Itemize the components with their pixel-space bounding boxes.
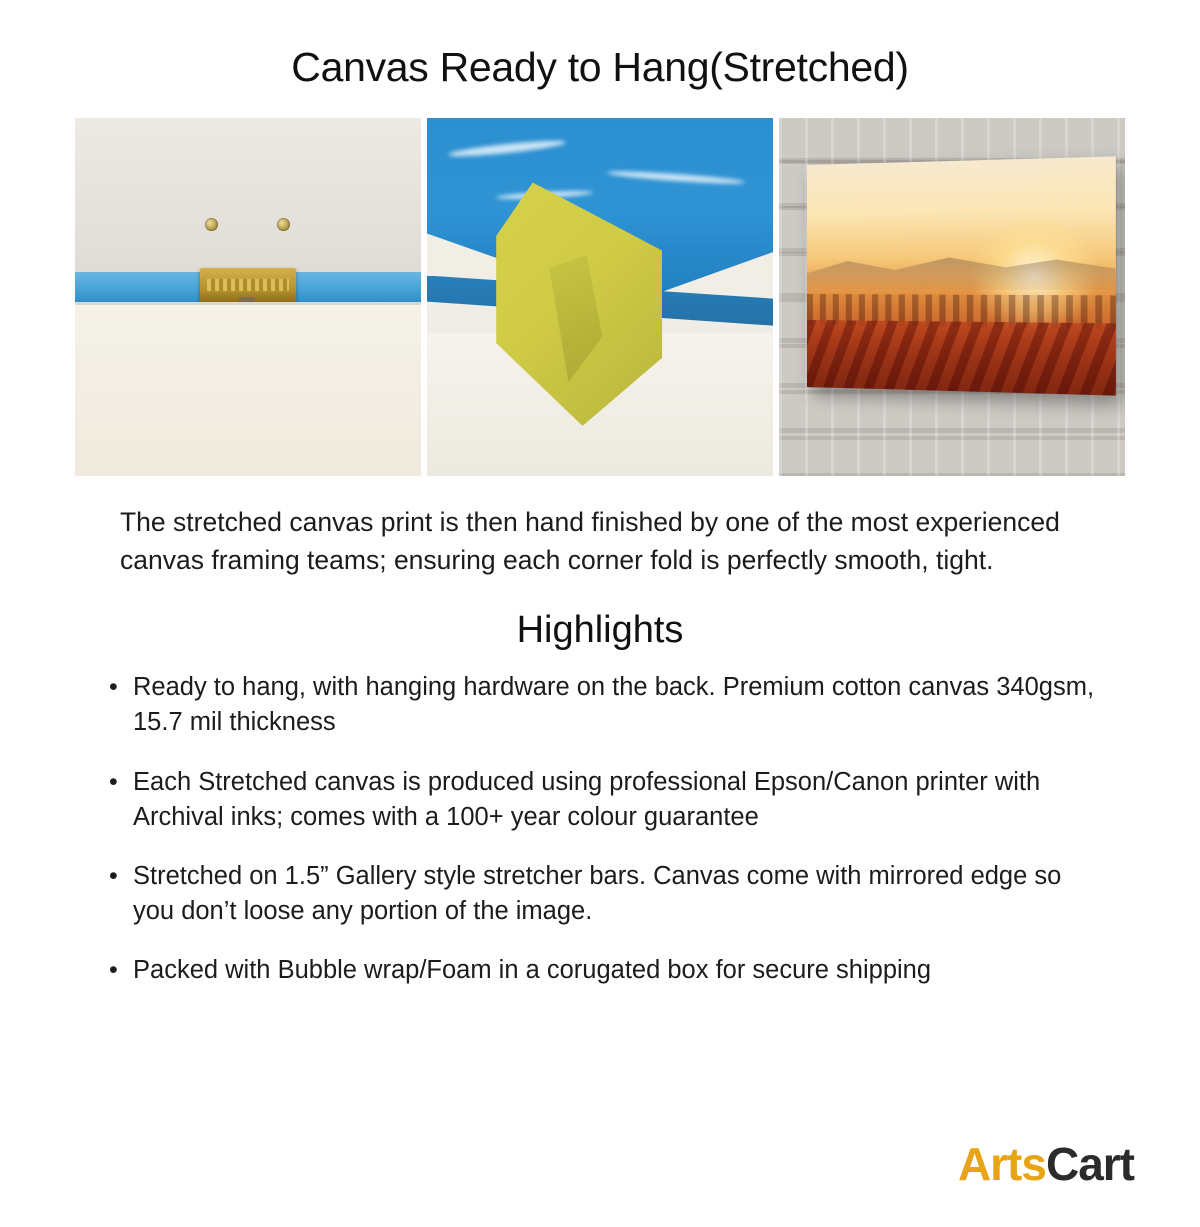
canvas-hung-on-wall-image: [779, 118, 1125, 476]
photo1-canvas-face: [75, 302, 421, 476]
bullet-icon: •: [109, 673, 118, 702]
canvas-corner-fold-image: [427, 118, 773, 476]
screw-left-icon: [205, 218, 218, 231]
list-item: [105, 953, 1105, 988]
bullet-icon: •: [109, 862, 118, 891]
page-title: Canvas Ready to Hang(Stretched): [291, 44, 909, 91]
photo2-cloud-2: [607, 169, 746, 186]
list-item: [105, 670, 1105, 740]
canvas-back-hardware-image: [75, 118, 421, 476]
list-item-text: Packed with Bubble wrap/Foam in a corugated box for secure shipping: [133, 956, 932, 985]
list-item-text: Ready to hang, with hanging hardware on the back. Premium cotton canvas 340gsm, 15.7 mil thickness: [133, 673, 1095, 737]
highlights-list: [105, 670, 1105, 988]
list-item-text: Stretched on 1.5” Gallery style stretcher bars. Canvas come with mirrored edge so you don’t loose any portion of the image.: [133, 862, 1062, 926]
product-image-gallery: [75, 118, 1125, 476]
photo3-foreground-field: [807, 320, 1115, 395]
brand-logo-arts: Arts: [957, 1138, 1046, 1191]
photo1-wall: [75, 118, 421, 283]
bullet-icon: •: [109, 767, 118, 796]
brand-logo-cart: Cart: [1045, 1138, 1134, 1191]
photo2-cloud-1: [448, 138, 566, 160]
list-item-text: Each Stretched canvas is produced using professional Epson/Canon printer with Archival inks; comes with a 100+ year colour guarantee: [133, 767, 1041, 831]
photo3-landscape-print: [807, 156, 1115, 395]
highlights-title: Highlights: [516, 609, 684, 652]
intro-paragraph: The stretched canvas print is then hand finished by one of the most experienced canvas framing teams; ensuring each corner fold is perfectly smooth, tight.: [120, 507, 1060, 575]
product-info-page: [0, 27, 1200, 1227]
brand-logo: [958, 1137, 1134, 1191]
photo2-yellow-fold-shadow: [549, 256, 602, 383]
list-item: [105, 765, 1105, 835]
list-item: [105, 859, 1105, 929]
bullet-icon: •: [109, 956, 118, 985]
